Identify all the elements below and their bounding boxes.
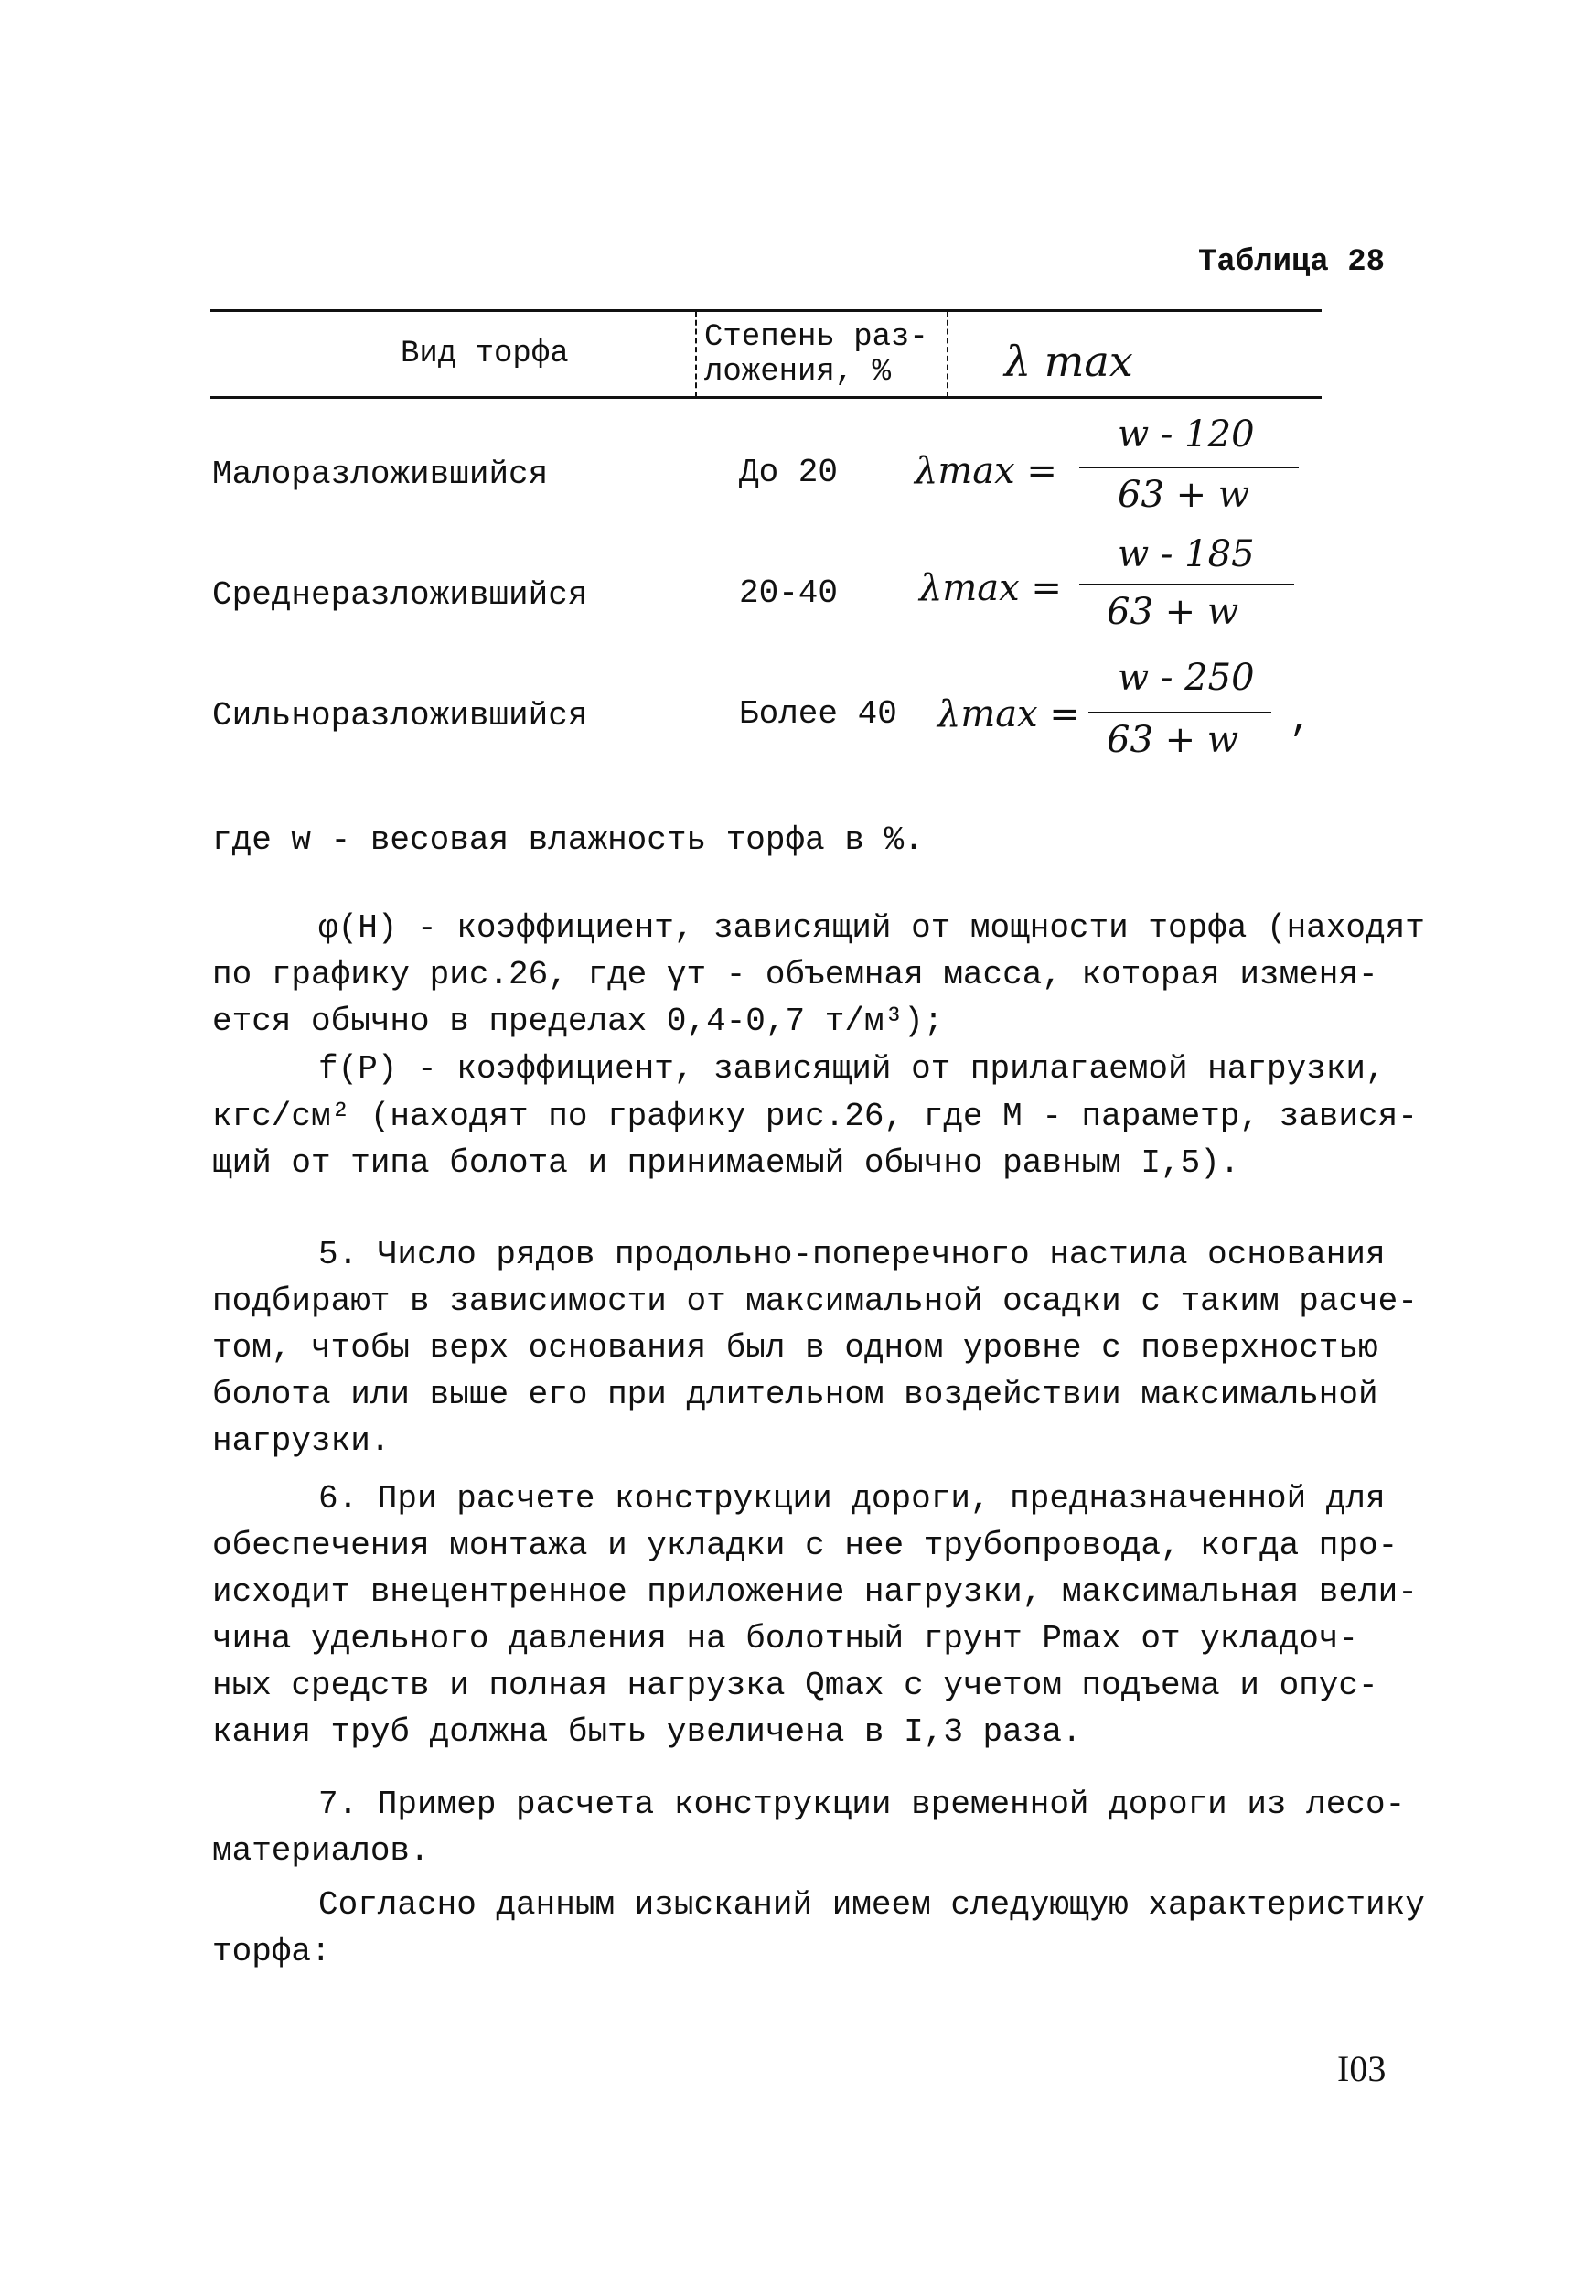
formula-denominator: 63 + w [1107, 591, 1239, 633]
formula-denominator: 63 + w [1107, 719, 1239, 761]
formula-comma: , [1290, 701, 1312, 742]
fraction-bar [1079, 467, 1299, 468]
p5-line: подбирают в зависимости от максимальной осадки с таким расче- [212, 1282, 1418, 1320]
row-type: Сильноразложившийся [212, 697, 588, 735]
p5-line: нагрузки. [212, 1422, 391, 1460]
p8-line: Согласно данным изысканий имеем следующую характеристику [318, 1886, 1425, 1924]
row-formula-lhs: λmax = [937, 693, 1080, 735]
p6-line: ных средств и полная нагрузка Qmax с учетом подъема и опус- [212, 1667, 1378, 1704]
p8-line: торфа: [212, 1933, 331, 1970]
row-degree: Более 40 [739, 695, 897, 733]
row-degree: До 20 [739, 454, 839, 491]
header-peat-type: Вид торфа [401, 337, 569, 371]
header-lambda: λ max [1004, 337, 1133, 386]
p6-line: обеспечения монтажа и укладки с нее трубопровода, когда про- [212, 1527, 1398, 1564]
table-top-rule [210, 309, 1322, 312]
formula-numerator: w - 120 [1118, 413, 1255, 456]
p6-line: кания труб должна быть увеличена в I,3 раза. [212, 1713, 1082, 1751]
table-label: Таблица 28 [1198, 245, 1386, 280]
f-line: кгс/см² (находят по графику рис.26, где М - параметр, завися- [212, 1098, 1418, 1135]
table-header-rule [210, 396, 1322, 399]
f-line: щий от типа болота и принимаемый обычно равным I,5). [212, 1144, 1240, 1182]
formula-numerator: w - 250 [1118, 657, 1255, 699]
where-line: где w - весовая влажность торфа в %. [212, 821, 924, 859]
p7-line: материалов. [212, 1832, 430, 1870]
p5-line: болота или выше его при длительном воздействии максимальной [212, 1376, 1378, 1413]
header-degree-line1: Степень раз- [704, 320, 928, 355]
fraction-bar [1088, 712, 1271, 713]
row-formula-lhs: λmax = [915, 450, 1057, 492]
p5-line: том, чтобы верх основания был в одном уровне с поверхностью [212, 1329, 1378, 1367]
row-degree: 20-40 [739, 574, 839, 612]
column-divider [947, 311, 948, 397]
f-line: f(P) - коэффициент, зависящий от прилагаемой нагрузки, [318, 1050, 1386, 1088]
phi-line: по графику рис.26, где γт - объемная масса, которая изменя- [212, 956, 1378, 993]
page-number: I03 [1337, 2048, 1387, 2089]
p6-line: 6. При расчете конструкции дороги, предназначенной для [318, 1480, 1386, 1518]
formula-denominator: 63 + w [1118, 474, 1250, 516]
row-formula-lhs: λmax = [919, 567, 1062, 609]
p5-line: 5. Число рядов продольно-поперечного настила основания [318, 1236, 1386, 1273]
p7-line: 7. Пример расчета конструкции временной дороги из лесо- [318, 1786, 1406, 1823]
header-degree-line2: ложения, % [704, 355, 892, 390]
column-divider [695, 311, 697, 397]
fraction-bar [1079, 584, 1294, 585]
p6-line: исходит внецентренное приложение нагрузки, максимальная вели- [212, 1573, 1418, 1611]
row-type: Среднеразложившийся [212, 576, 588, 614]
formula-numerator: w - 185 [1118, 533, 1255, 575]
phi-line: ется обычно в пределах 0,4-0,7 т/м³); [212, 1003, 944, 1040]
p6-line: чина удельного давления на болотный грунт Pmax от укладоч- [212, 1620, 1359, 1658]
phi-line: φ(H) - коэффициент, зависящий от мощности торфа (находят [318, 909, 1425, 947]
row-type: Малоразложившийся [212, 456, 549, 493]
